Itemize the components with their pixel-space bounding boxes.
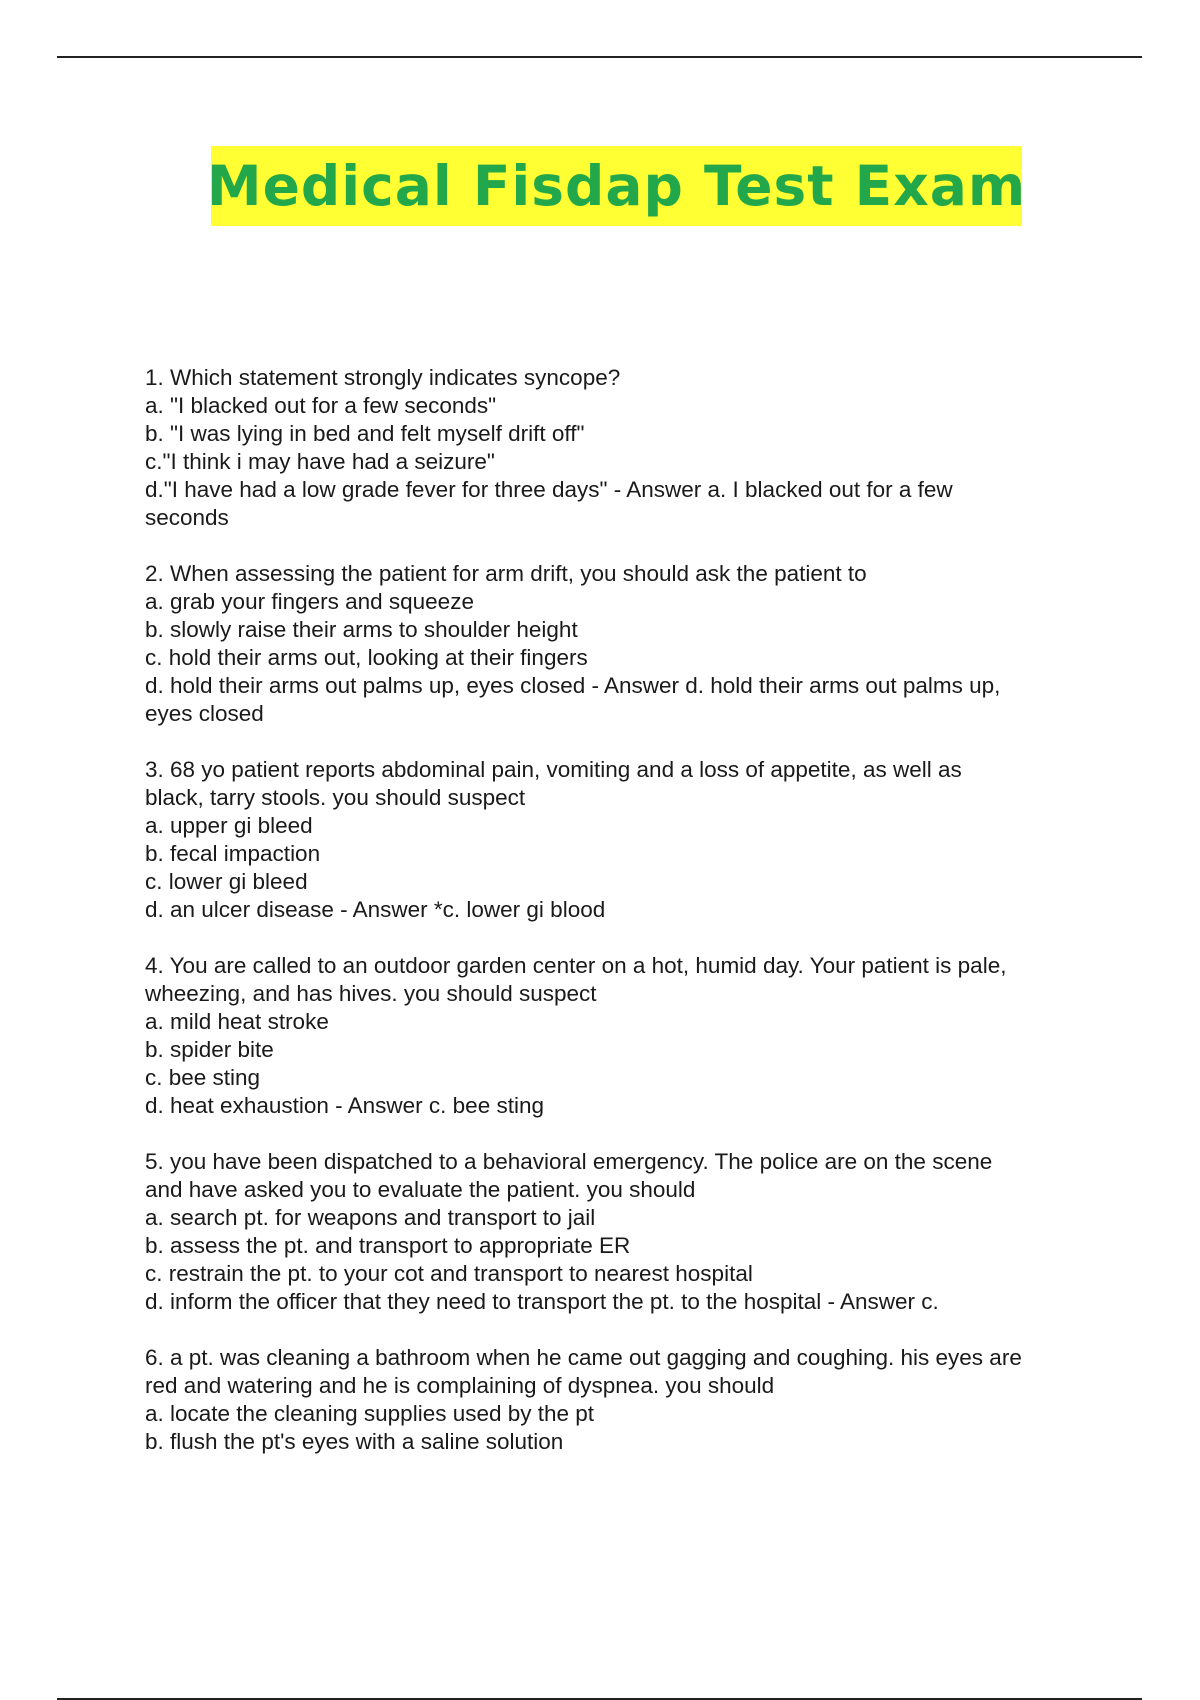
question-line: 1. Which statement strongly indicates syncope? [145,365,621,390]
option-line: a. mild heat stroke [145,1009,329,1034]
question-6 [145,1344,1095,1456]
top-horizontal-rule [57,56,1142,58]
question-line: 6. a pt. was cleaning a bathroom when he came out gagging and coughing. his eyes are [145,1345,1022,1370]
option-line: b. assess the pt. and transport to appropriate ER [145,1233,631,1258]
question-line: red and watering and he is complaining of dyspnea. you should [145,1373,775,1398]
question-line: wheezing, and has hives. you should suspect [145,981,597,1006]
option-line: c. bee sting [145,1065,261,1090]
option-line: c. restrain the pt. to your cot and transport to nearest hospital [145,1261,753,1286]
option-line: c."I think i may have had a seizure" [145,449,495,474]
question-line: 2. When assessing the patient for arm drift, you should ask the patient to [145,561,867,586]
option-line: a. upper gi bleed [145,813,313,838]
question-line: and have asked you to evaluate the patient. you should [145,1177,696,1202]
option-line: d. heat exhaustion - Answer c. bee sting [145,1093,544,1118]
document-title: Medical Fisdap Test Exam [206,153,1027,218]
option-line: d."I have had a low grade fever for three days" - Answer a. I blacked out for a few [145,477,953,502]
question-line: 4. You are called to an outdoor garden center on a hot, humid day. Your patient is pale, [145,953,1007,978]
question-line: 5. you have been dispatched to a behavioral emergency. The police are on the scene [145,1149,993,1174]
option-line: b. "I was lying in bed and felt myself drift off" [145,421,585,446]
question-4 [145,952,1095,1120]
option-line: a. locate the cleaning supplies used by the pt [145,1401,595,1426]
option-line: b. spider bite [145,1037,274,1062]
option-line: d. inform the officer that they need to transport the pt. to the hospital - Answer c. [145,1289,939,1314]
option-line: d. hold their arms out palms up, eyes closed - Answer d. hold their arms out palms up, [145,673,1001,698]
option-line: b. slowly raise their arms to shoulder height [145,617,578,642]
question-5 [145,1148,1095,1316]
option-line: eyes closed [145,701,264,726]
option-line: a. "I blacked out for a few seconds" [145,393,497,418]
question-line: black, tarry stools. you should suspect [145,785,526,810]
option-line: c. lower gi bleed [145,869,308,894]
option-line: seconds [145,505,229,530]
question-2 [145,560,1095,728]
question-3 [145,756,1095,924]
option-line: d. an ulcer disease - Answer *c. lower gi blood [145,897,606,922]
option-line: a. search pt. for weapons and transport to jail [145,1205,596,1230]
question-list [145,364,1095,1484]
option-line: c. hold their arms out, looking at their fingers [145,645,588,670]
title-highlight [206,146,1027,226]
option-line: b. flush the pt's eyes with a saline solution [145,1429,564,1454]
question-line: 3. 68 yo patient reports abdominal pain, vomiting and a loss of appetite, as well as [145,757,962,782]
option-line: b. fecal impaction [145,841,321,866]
option-line: a. grab your fingers and squeeze [145,589,474,614]
question-1 [145,364,1095,532]
